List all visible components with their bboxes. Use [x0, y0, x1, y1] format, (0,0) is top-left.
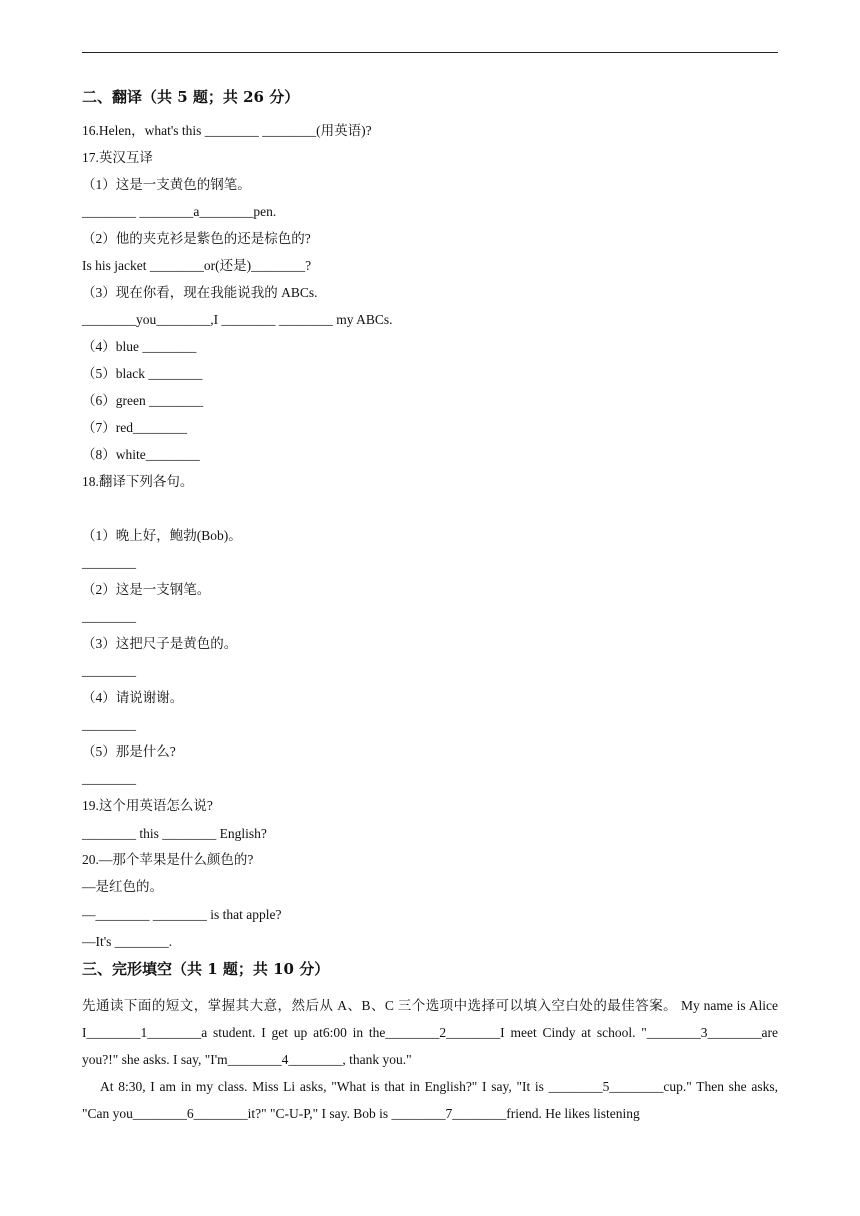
answer-line: ________ this ________ English?	[82, 826, 267, 841]
question-item: （2）这是一支钢笔。	[82, 582, 211, 597]
question-17: 17.英汉互译	[82, 150, 153, 165]
answer-line: ________	[82, 609, 136, 624]
answer-line: ________	[82, 771, 136, 786]
answer-line: Is his jacket ________or(还是)________?	[82, 258, 312, 273]
question-item: （2）他的夹克衫是紫色的还是棕色的?	[82, 231, 311, 246]
answer-line: —It's ________.	[82, 934, 173, 949]
cloze-paragraph-1: 先通读下面的短文，掌握其大意，然后从 A、B、C 三个选项中选择可以填入空白处的最佳答案。 My name is Alice I________1________a student. I get up at6:00 in the________2________I meet Cindy at school. "________3________are you?!" she asks. I say, "I'm________4________, thank you."	[82, 998, 778, 1067]
question-item: （6）green ________	[82, 393, 204, 408]
question-18: 18.翻译下列各句。	[82, 474, 194, 489]
answer-line: ________	[82, 663, 136, 678]
answer-line: ________ ________a________pen.	[82, 204, 277, 219]
section-heading: 三、完形填空（共 1 题；共 10 分）	[82, 960, 330, 978]
answer-line: ________you________,I ________ ________ my ABCs.	[82, 312, 393, 327]
question-item: （4）请说谢谢。	[82, 690, 184, 705]
answer-line: —________ ________ is that apple?	[82, 907, 282, 922]
cloze-paragraph-2: At 8:30, I am in my class. Miss Li asks, "What is that in English?" I say, "It is ________5________cup." Then she asks, "Can you________6________it?" "C-U-P," I say. Bob is ________7________friend. He likes listening	[82, 1079, 778, 1121]
section-heading: 二、翻译（共 5 题；共 26 分）	[82, 88, 300, 106]
question-item: （8）white________	[82, 447, 200, 462]
answer-line: ________	[82, 555, 136, 570]
question-item: （1）晚上好，鲍勃(Bob)。	[82, 528, 242, 543]
question-item: （3）这把尺子是黄色的。	[82, 636, 238, 651]
question-item: （1）这是一支黄色的钢笔。	[82, 177, 251, 192]
question-item: （3）现在你看，现在我能说我的 ABCs.	[82, 285, 318, 300]
question-item: （5）那是什么?	[82, 744, 176, 759]
header-rule	[82, 52, 778, 53]
question-item: —是红色的。	[82, 879, 163, 894]
question-item: （5）black ________	[82, 366, 203, 381]
question-16: 16.Helen，what's this ________ ________(用英语)?	[82, 123, 372, 138]
question-item: （7）red________	[82, 420, 187, 435]
question-19: 19.这个用英语怎么说?	[82, 798, 213, 813]
question-item: （4）blue ________	[82, 339, 197, 354]
question-20: 20.—那个苹果是什么颜色的?	[82, 852, 254, 867]
answer-line: ________	[82, 717, 136, 732]
